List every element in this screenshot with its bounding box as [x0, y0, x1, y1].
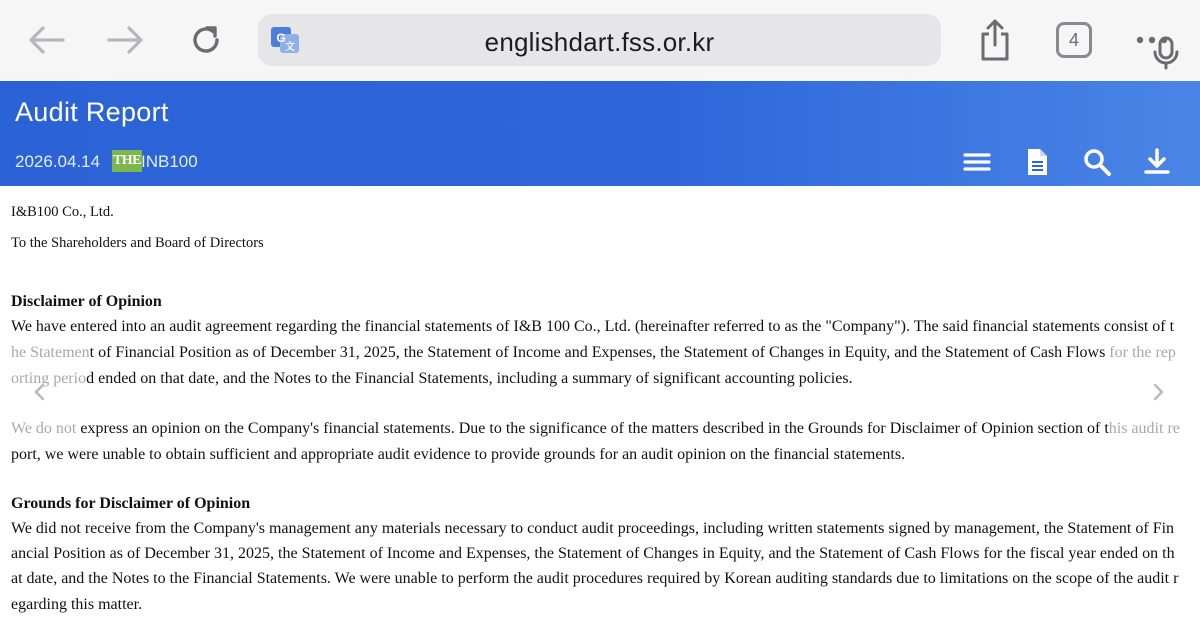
paragraph-line: [11, 370, 853, 388]
report-title: Audit Report: [15, 97, 169, 127]
menu-icon[interactable]: [962, 147, 992, 177]
line-text: t of Financial Position as of December 31, 2025, the Statement of Income and Expenses, the Statement of Changes in Equity, and the Statement of Cash Flows: [89, 344, 1110, 361]
reload-icon[interactable]: [184, 20, 228, 60]
report-document: [0, 186, 1200, 635]
line-text: express an opinion on the Company's financial statements. Due to the significance of the matters described in the Grounds for Disclaimer of Opinion section of t: [76, 420, 1109, 437]
company-logo: THE: [112, 150, 142, 172]
paragraph-line: egarding this matter.: [11, 596, 143, 613]
back-arrow-icon[interactable]: [24, 20, 68, 60]
browser-toolbar: [0, 0, 1200, 81]
paragraph-line: at date, and the Notes to the Financial Statements. We were unable to perform the audit procedures required by Korean auditing standards due to limitations on the scope of the audit r: [11, 570, 1179, 587]
paragraph-line: ancial Position as of December 31, 2025, the Statement of Income and Expenses, the Statement of Changes in Equity, and the Statement of Cash Flows for the fiscal year ended on th: [11, 545, 1175, 562]
download-icon[interactable]: [1142, 147, 1172, 177]
section-heading-disclaimer: Disclaimer of Opinion: [11, 293, 162, 310]
more-icon[interactable]: [1132, 28, 1172, 52]
address-bar[interactable]: [258, 14, 941, 66]
faded-text: for the rep: [1109, 344, 1176, 361]
report-date: 2026.04.14: [15, 152, 101, 171]
svg-text:文: 文: [285, 42, 295, 53]
faded-text: orting perio: [11, 370, 87, 387]
paragraph-line: [11, 420, 1180, 438]
line-text: d ended on that date, and the Notes to the Financial Statements, including a summary of significant accounting policies.: [86, 370, 853, 387]
addressee-line: To the Shareholders and Board of Directors: [11, 235, 264, 251]
faded-text: his audit re: [1108, 420, 1180, 437]
paragraph-line: We have entered into an audit agreement regarding the financial statements of I&B 100 Co., Ltd. (hereinafter referred to as the "Company"). The said financial statements consist of t: [11, 318, 1175, 335]
addressee-company: I&B100 Co., Ltd.: [11, 204, 114, 220]
faded-text: We do not: [11, 420, 77, 437]
report-header: [0, 81, 1200, 186]
document-icon[interactable]: [1022, 147, 1052, 177]
search-icon[interactable]: [1082, 147, 1112, 177]
section-heading-grounds: Grounds for Disclaimer of Opinion: [11, 495, 251, 512]
previous-page-arrow-icon[interactable]: [30, 382, 50, 402]
paragraph-line: [11, 344, 1176, 362]
company-code: INB100: [141, 152, 198, 171]
paragraph-line: port, we were unable to obtain sufficient and appropriate audit evidence to provide grounds for an audit opinion on the financial statements.: [11, 446, 906, 463]
share-icon[interactable]: [976, 18, 1014, 62]
forward-arrow-icon[interactable]: [104, 20, 148, 60]
paragraph-line: We did not receive from the Company's management any materials necessary to conduct audit proceedings, including written statements signed by management, the Statement of Fin: [11, 520, 1175, 537]
next-page-arrow-icon[interactable]: [1148, 382, 1168, 402]
faded-text: he Statemen: [11, 344, 90, 361]
tabs-button[interactable]: 4: [1056, 22, 1092, 58]
url-text[interactable]: englishdart.fss.or.kr: [484, 27, 715, 57]
svg-text:G: G: [276, 31, 286, 45]
